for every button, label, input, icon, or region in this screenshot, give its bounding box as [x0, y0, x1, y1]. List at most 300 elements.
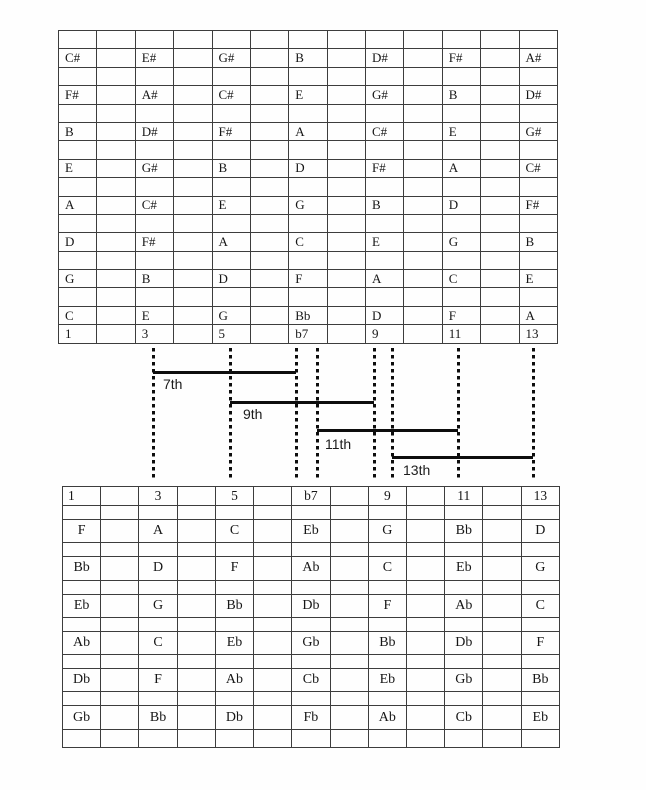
empty-cell: [174, 86, 212, 104]
empty-cell: [481, 86, 519, 104]
empty-cell: [330, 543, 368, 557]
degree-label-cell: 9: [366, 325, 404, 343]
note-row: [63, 631, 560, 654]
empty-cell: [404, 141, 442, 159]
sharp-keys-table: [58, 30, 558, 344]
spacer-row: [63, 543, 560, 557]
degree-label-cell: b7: [289, 325, 327, 343]
note-cell: Ab: [368, 706, 406, 729]
empty-cell: [404, 104, 442, 122]
spacer-row: [63, 655, 560, 669]
empty-cell: [254, 487, 292, 506]
interval-label-7th: 7th: [163, 376, 183, 392]
empty-cell: [177, 617, 215, 631]
dotted-connector-line: [295, 348, 298, 478]
empty-cell: [404, 251, 442, 269]
empty-cell: [445, 617, 483, 631]
empty-cell: [177, 706, 215, 729]
note-cell: A#: [519, 49, 558, 67]
note-row: [59, 233, 558, 251]
empty-cell: [442, 31, 480, 49]
empty-cell: [483, 655, 521, 669]
empty-cell: [250, 31, 288, 49]
note-cell: Eb: [368, 669, 406, 692]
note-cell: D: [442, 196, 480, 214]
empty-cell: [406, 543, 444, 557]
empty-cell: [212, 214, 250, 232]
empty-cell: [97, 49, 135, 67]
empty-cell: [366, 251, 404, 269]
empty-cell: [327, 141, 365, 159]
empty-cell: [481, 141, 519, 159]
empty-cell: [59, 104, 97, 122]
empty-cell: [521, 655, 559, 669]
note-cell: G#: [519, 122, 558, 140]
empty-cell: [368, 617, 406, 631]
empty-cell: [327, 86, 365, 104]
empty-cell: [63, 729, 101, 747]
empty-cell: [483, 729, 521, 747]
empty-cell: [101, 487, 139, 506]
empty-cell: [174, 122, 212, 140]
empty-cell: [174, 49, 212, 67]
empty-cell: [483, 506, 521, 520]
note-cell: E: [519, 270, 558, 288]
empty-cell: [404, 122, 442, 140]
interval-label-11th: 11th: [325, 436, 352, 452]
empty-cell: [174, 214, 212, 232]
spacer-row: [63, 580, 560, 594]
empty-cell: [481, 325, 519, 343]
note-cell: D#: [366, 49, 404, 67]
empty-cell: [101, 706, 139, 729]
note-cell: A: [442, 159, 480, 177]
empty-cell: [174, 288, 212, 306]
note-cell: B: [212, 159, 250, 177]
note-cell: D: [521, 520, 559, 543]
empty-cell: [177, 487, 215, 506]
empty-cell: [404, 270, 442, 288]
note-cell: Eb: [292, 520, 330, 543]
note-cell: Ab: [292, 557, 330, 580]
interval-bracket-7th: [153, 371, 296, 374]
empty-cell: [366, 31, 404, 49]
empty-cell: [212, 31, 250, 49]
empty-cell: [330, 631, 368, 654]
note-cell: F#: [59, 86, 97, 104]
note-cell: C#: [366, 122, 404, 140]
degree-label-row: [59, 325, 558, 343]
empty-cell: [327, 288, 365, 306]
empty-cell: [250, 270, 288, 288]
note-cell: F: [215, 557, 253, 580]
empty-cell: [481, 67, 519, 85]
empty-cell: [404, 288, 442, 306]
degree-label-cell: 5: [215, 487, 253, 506]
note-cell: C: [215, 520, 253, 543]
interval-bracket-11th: [317, 429, 458, 432]
empty-cell: [212, 251, 250, 269]
degree-label-cell: 13: [521, 487, 559, 506]
note-cell: G: [139, 594, 177, 617]
empty-cell: [97, 31, 135, 49]
interval-label-9th: 9th: [243, 406, 263, 422]
empty-cell: [289, 31, 327, 49]
note-cell: F#: [366, 159, 404, 177]
note-cell: F#: [442, 49, 480, 67]
empty-cell: [404, 325, 442, 343]
empty-cell: [289, 141, 327, 159]
degree-label-cell: 11: [442, 325, 480, 343]
dotted-connector-line: [229, 348, 232, 478]
empty-cell: [289, 251, 327, 269]
empty-cell: [368, 543, 406, 557]
empty-cell: [406, 669, 444, 692]
note-cell: F#: [519, 196, 558, 214]
degree-label-cell: 5: [212, 325, 250, 343]
empty-cell: [442, 104, 480, 122]
note-cell: B: [366, 196, 404, 214]
spacer-row: [63, 729, 560, 747]
empty-cell: [63, 506, 101, 520]
empty-cell: [445, 543, 483, 557]
note-cell: F: [442, 306, 480, 324]
empty-cell: [254, 520, 292, 543]
note-cell: B: [59, 122, 97, 140]
note-cell: C: [289, 233, 327, 251]
empty-cell: [59, 141, 97, 159]
degree-label-row: [63, 487, 560, 506]
empty-cell: [404, 159, 442, 177]
empty-cell: [292, 506, 330, 520]
degree-label-cell: b7: [292, 487, 330, 506]
note-row: [63, 669, 560, 692]
note-cell: Bb: [215, 594, 253, 617]
empty-cell: [250, 178, 288, 196]
degree-label-cell: 3: [139, 487, 177, 506]
note-cell: D#: [519, 86, 558, 104]
empty-cell: [254, 506, 292, 520]
spacer-row: [63, 692, 560, 706]
empty-cell: [97, 251, 135, 269]
note-cell: Ab: [215, 669, 253, 692]
empty-cell: [404, 178, 442, 196]
note-cell: Db: [445, 631, 483, 654]
empty-cell: [174, 251, 212, 269]
empty-cell: [97, 159, 135, 177]
empty-cell: [250, 104, 288, 122]
empty-cell: [330, 692, 368, 706]
empty-cell: [330, 487, 368, 506]
empty-cell: [254, 543, 292, 557]
note-row: [63, 520, 560, 543]
empty-cell: [327, 214, 365, 232]
empty-cell: [97, 122, 135, 140]
empty-cell: [330, 655, 368, 669]
empty-cell: [215, 580, 253, 594]
note-cell: G#: [366, 86, 404, 104]
empty-cell: [63, 543, 101, 557]
note-cell: Db: [63, 669, 101, 692]
note-cell: F: [521, 631, 559, 654]
note-cell: B: [519, 233, 558, 251]
empty-cell: [250, 325, 288, 343]
empty-cell: [521, 729, 559, 747]
empty-cell: [406, 594, 444, 617]
note-cell: Eb: [445, 557, 483, 580]
empty-cell: [97, 141, 135, 159]
empty-cell: [250, 159, 288, 177]
empty-cell: [254, 706, 292, 729]
empty-cell: [254, 617, 292, 631]
empty-cell: [59, 31, 97, 49]
note-cell: Gb: [292, 631, 330, 654]
empty-cell: [521, 543, 559, 557]
empty-cell: [406, 729, 444, 747]
note-cell: A: [519, 306, 558, 324]
empty-cell: [212, 288, 250, 306]
flat-keys-table: [62, 486, 560, 748]
empty-cell: [404, 49, 442, 67]
note-cell: Eb: [215, 631, 253, 654]
empty-cell: [139, 580, 177, 594]
empty-cell: [481, 31, 519, 49]
empty-cell: [445, 580, 483, 594]
note-cell: Bb: [289, 306, 327, 324]
note-cell: G: [59, 270, 97, 288]
empty-cell: [442, 288, 480, 306]
note-cell: D: [139, 557, 177, 580]
empty-cell: [406, 580, 444, 594]
empty-cell: [101, 617, 139, 631]
empty-cell: [135, 67, 173, 85]
empty-cell: [483, 631, 521, 654]
empty-cell: [215, 543, 253, 557]
empty-cell: [174, 196, 212, 214]
empty-cell: [481, 251, 519, 269]
empty-cell: [101, 543, 139, 557]
note-cell: A: [139, 520, 177, 543]
empty-cell: [330, 520, 368, 543]
empty-cell: [481, 288, 519, 306]
note-cell: E: [366, 233, 404, 251]
note-cell: F: [139, 669, 177, 692]
empty-cell: [289, 67, 327, 85]
note-cell: B: [135, 270, 173, 288]
empty-cell: [63, 580, 101, 594]
empty-cell: [481, 159, 519, 177]
empty-cell: [289, 214, 327, 232]
empty-cell: [406, 506, 444, 520]
note-cell: E: [135, 306, 173, 324]
empty-cell: [406, 617, 444, 631]
note-cell: C#: [519, 159, 558, 177]
empty-cell: [135, 251, 173, 269]
empty-cell: [521, 580, 559, 594]
note-cell: G: [289, 196, 327, 214]
empty-cell: [330, 580, 368, 594]
empty-cell: [177, 631, 215, 654]
empty-cell: [483, 543, 521, 557]
empty-cell: [212, 67, 250, 85]
empty-cell: [366, 104, 404, 122]
spacer-row: [59, 67, 558, 85]
note-cell: Fb: [292, 706, 330, 729]
note-row: [63, 557, 560, 580]
interval-bracket-9th: [230, 401, 374, 404]
note-cell: G: [368, 520, 406, 543]
note-cell: Ab: [445, 594, 483, 617]
note-cell: D#: [135, 122, 173, 140]
note-cell: G#: [135, 159, 173, 177]
note-cell: B: [442, 86, 480, 104]
empty-cell: [101, 692, 139, 706]
empty-cell: [59, 67, 97, 85]
empty-cell: [481, 178, 519, 196]
note-cell: A#: [135, 86, 173, 104]
empty-cell: [442, 67, 480, 85]
empty-cell: [212, 104, 250, 122]
empty-cell: [174, 306, 212, 324]
empty-cell: [483, 692, 521, 706]
empty-cell: [521, 692, 559, 706]
note-cell: C: [442, 270, 480, 288]
empty-cell: [63, 692, 101, 706]
degree-label-cell: 3: [135, 325, 173, 343]
empty-cell: [483, 557, 521, 580]
empty-cell: [177, 655, 215, 669]
empty-cell: [250, 196, 288, 214]
empty-cell: [445, 692, 483, 706]
note-row: [59, 86, 558, 104]
empty-cell: [174, 104, 212, 122]
note-cell: G: [442, 233, 480, 251]
note-cell: A: [289, 122, 327, 140]
empty-cell: [101, 655, 139, 669]
empty-cell: [327, 196, 365, 214]
note-cell: D: [289, 159, 327, 177]
empty-cell: [139, 506, 177, 520]
empty-cell: [327, 270, 365, 288]
empty-cell: [292, 580, 330, 594]
note-cell: F: [63, 520, 101, 543]
empty-cell: [177, 594, 215, 617]
empty-cell: [177, 669, 215, 692]
empty-cell: [174, 159, 212, 177]
empty-cell: [177, 580, 215, 594]
empty-cell: [177, 729, 215, 747]
spacer-row: [59, 141, 558, 159]
empty-cell: [101, 506, 139, 520]
note-cell: D: [212, 270, 250, 288]
empty-cell: [215, 729, 253, 747]
note-cell: A: [212, 233, 250, 251]
empty-cell: [445, 655, 483, 669]
empty-cell: [406, 487, 444, 506]
empty-cell: [366, 178, 404, 196]
empty-cell: [215, 692, 253, 706]
empty-cell: [481, 233, 519, 251]
empty-cell: [101, 729, 139, 747]
empty-cell: [174, 325, 212, 343]
empty-cell: [101, 631, 139, 654]
empty-cell: [406, 631, 444, 654]
empty-cell: [174, 178, 212, 196]
empty-cell: [406, 655, 444, 669]
note-cell: F: [368, 594, 406, 617]
empty-cell: [292, 692, 330, 706]
note-cell: E: [442, 122, 480, 140]
empty-cell: [292, 655, 330, 669]
empty-cell: [368, 580, 406, 594]
empty-cell: [483, 520, 521, 543]
empty-cell: [368, 655, 406, 669]
empty-cell: [368, 692, 406, 706]
empty-cell: [250, 306, 288, 324]
note-cell: C#: [212, 86, 250, 104]
spacer-row: [59, 178, 558, 196]
empty-cell: [101, 557, 139, 580]
note-row: [59, 49, 558, 67]
note-cell: Eb: [521, 706, 559, 729]
empty-cell: [174, 141, 212, 159]
empty-cell: [366, 288, 404, 306]
spacer-row: [63, 617, 560, 631]
empty-cell: [483, 594, 521, 617]
empty-cell: [174, 67, 212, 85]
note-row: [59, 122, 558, 140]
note-cell: C: [139, 631, 177, 654]
empty-cell: [254, 580, 292, 594]
note-cell: Bb: [368, 631, 406, 654]
note-cell: G: [212, 306, 250, 324]
empty-cell: [59, 214, 97, 232]
empty-cell: [366, 141, 404, 159]
empty-cell: [519, 141, 558, 159]
empty-cell: [519, 178, 558, 196]
empty-cell: [327, 178, 365, 196]
empty-cell: [177, 543, 215, 557]
empty-cell: [327, 306, 365, 324]
note-cell: E: [59, 159, 97, 177]
empty-cell: [177, 520, 215, 543]
interval-label-13th: 13th: [403, 462, 431, 478]
empty-cell: [445, 506, 483, 520]
empty-cell: [97, 288, 135, 306]
note-cell: C: [59, 306, 97, 324]
empty-cell: [59, 288, 97, 306]
spacer-row: [59, 251, 558, 269]
empty-cell: [97, 104, 135, 122]
note-cell: Bb: [139, 706, 177, 729]
note-cell: F: [289, 270, 327, 288]
empty-cell: [404, 306, 442, 324]
note-cell: Ab: [63, 631, 101, 654]
note-cell: A: [59, 196, 97, 214]
note-cell: D: [366, 306, 404, 324]
empty-cell: [327, 122, 365, 140]
degree-label-cell: 11: [445, 487, 483, 506]
note-row: [59, 270, 558, 288]
empty-cell: [177, 692, 215, 706]
empty-cell: [174, 233, 212, 251]
note-cell: A: [366, 270, 404, 288]
note-cell: D: [59, 233, 97, 251]
empty-cell: [63, 617, 101, 631]
empty-cell: [483, 706, 521, 729]
empty-cell: [97, 325, 135, 343]
empty-cell: [445, 729, 483, 747]
